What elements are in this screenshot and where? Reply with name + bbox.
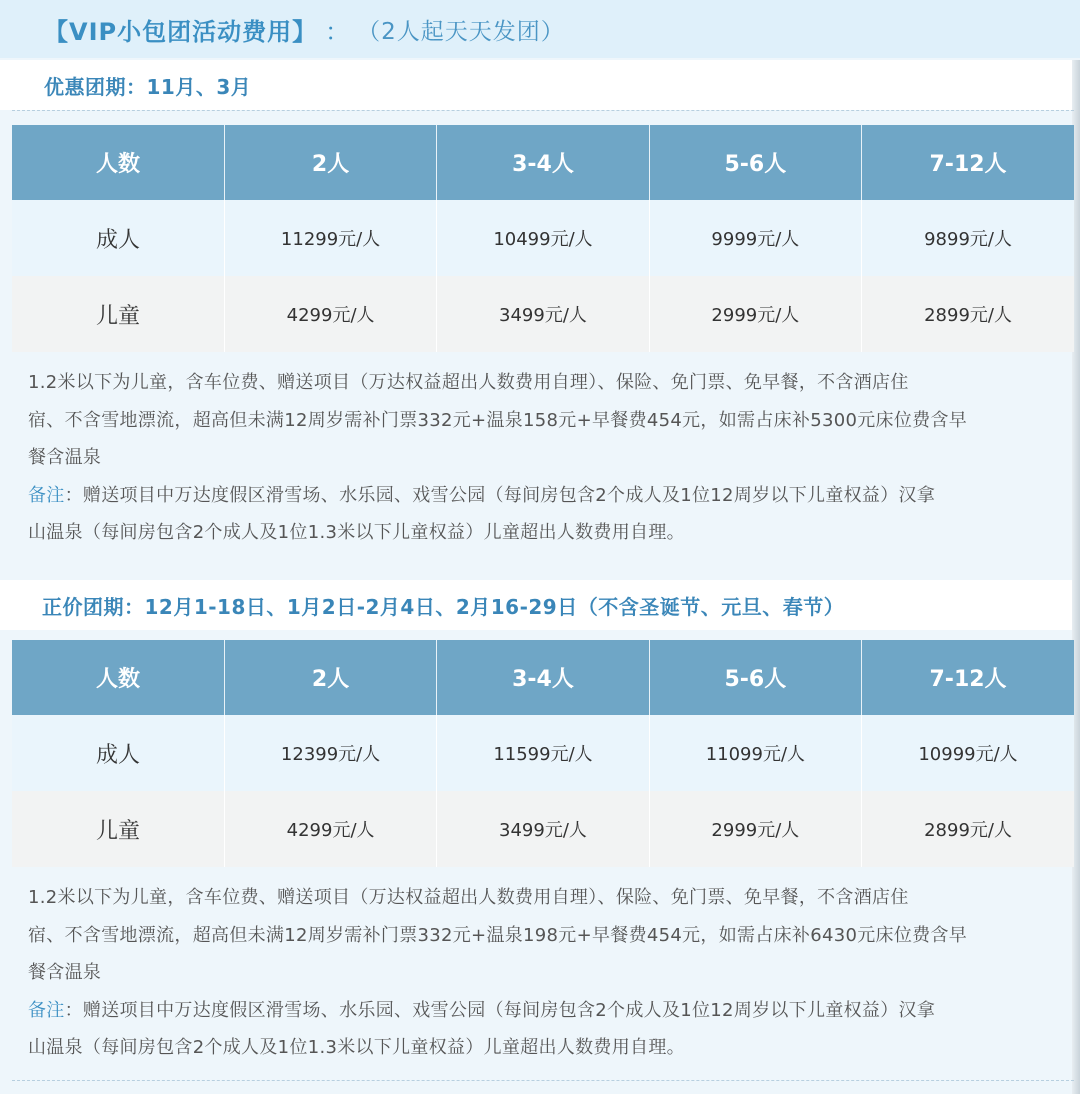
remark-label: 备注 <box>28 999 65 1021</box>
row-label: 儿童 <box>12 791 224 867</box>
period-regular <box>0 580 1072 630</box>
header-separator: ： <box>325 17 350 46</box>
period-label: 正价团期：12月1-18日、1月2日-2月4日、2月16-29日（不含圣诞节、元旦、春节） <box>42 594 845 619</box>
price-cell: 2999元/人 <box>649 276 861 352</box>
column-header: 人数 <box>12 640 224 715</box>
period-label: 优惠团期：11月、3月 <box>44 74 252 99</box>
price-cell: 12399元/人 <box>224 715 436 791</box>
column-header: 3-4人 <box>437 125 649 200</box>
column-header: 3-4人 <box>437 640 649 715</box>
price-table-regular-wrap <box>12 640 1074 867</box>
column-header: 2人 <box>224 125 436 200</box>
table-header-row <box>12 640 1074 715</box>
remark-line: 山温泉（每间房包含2个成人及1位1.3米以下儿童权益）儿童超出人数费用自理。 <box>28 522 685 543</box>
table-row-adult <box>12 715 1074 791</box>
price-table-discount <box>12 125 1074 352</box>
price-cell: 4299元/人 <box>224 276 436 352</box>
table-row-child <box>12 791 1074 867</box>
price-cell: 10999元/人 <box>862 715 1074 791</box>
remark-line <box>28 992 1072 1030</box>
remark-text: ：赠送项目中万达度假区滑雪场、水乐园、戏雪公园（每间房包含2个成人及1位12周岁以下儿童权益）汉拿 <box>64 999 936 1021</box>
bottom-divider <box>12 1080 1074 1082</box>
price-cell: 3499元/人 <box>437 276 649 352</box>
remark-label: 备注 <box>28 484 65 506</box>
notes-discount <box>28 364 1072 552</box>
price-cell: 9999元/人 <box>649 200 861 276</box>
header-title: 【VIP小包团活动费用】 <box>44 17 318 46</box>
column-header: 5-6人 <box>649 125 861 200</box>
price-cell: 2899元/人 <box>862 791 1074 867</box>
column-header: 7-12人 <box>862 125 1074 200</box>
note-line: 餐含温泉 <box>28 447 102 468</box>
table-row-adult <box>12 200 1074 276</box>
page-header <box>0 0 1080 58</box>
price-cell: 10499元/人 <box>437 200 649 276</box>
header-subtitle: （2人起天天发团） <box>357 18 565 45</box>
note-line: 宿、不含雪地漂流，超高但未满12周岁需补门票332元+温泉158元+早餐费454元，如需占床补5300元床位费含早 <box>28 409 968 431</box>
remark-text: ：赠送项目中万达度假区滑雪场、水乐园、戏雪公园（每间房包含2个成人及1位12周岁以下儿童权益）汉拿 <box>64 484 936 506</box>
price-cell: 11599元/人 <box>437 715 649 791</box>
column-header: 7-12人 <box>862 640 1074 715</box>
table-header-row <box>12 125 1074 200</box>
notes-regular <box>28 879 1072 1067</box>
period-discount <box>0 60 1072 110</box>
price-cell: 9899元/人 <box>862 200 1074 276</box>
price-cell: 3499元/人 <box>437 791 649 867</box>
row-label: 儿童 <box>12 276 224 352</box>
price-cell: 2999元/人 <box>649 791 861 867</box>
row-label: 成人 <box>12 715 224 791</box>
note-line: 1.2米以下为儿童，含车位费、赠送项目（万达权益超出人数费用自理）、保险、免门票、免早餐，不含酒店住 <box>28 372 909 393</box>
price-cell: 4299元/人 <box>224 791 436 867</box>
column-header: 5-6人 <box>649 640 861 715</box>
row-label: 成人 <box>12 200 224 276</box>
note-line: 餐含温泉 <box>28 962 102 983</box>
table-row-child <box>12 276 1074 352</box>
price-cell: 2899元/人 <box>862 276 1074 352</box>
note-line: 1.2米以下为儿童，含车位费、赠送项目（万达权益超出人数费用自理）、保险、免门票、免早餐，不含酒店住 <box>28 887 909 908</box>
price-cell: 11299元/人 <box>224 200 436 276</box>
remark-line <box>28 477 1072 515</box>
remark-line: 山温泉（每间房包含2个成人及1位1.3米以下儿童权益）儿童超出人数费用自理。 <box>28 1037 685 1058</box>
column-header: 人数 <box>12 125 224 200</box>
column-header: 2人 <box>224 640 436 715</box>
price-cell: 11099元/人 <box>649 715 861 791</box>
note-line: 宿、不含雪地漂流，超高但未满12周岁需补门票332元+温泉198元+早餐费454元，如需占床补6430元床位费含早 <box>28 924 968 946</box>
price-table-regular <box>12 640 1074 867</box>
price-table-discount-wrap <box>12 110 1074 352</box>
